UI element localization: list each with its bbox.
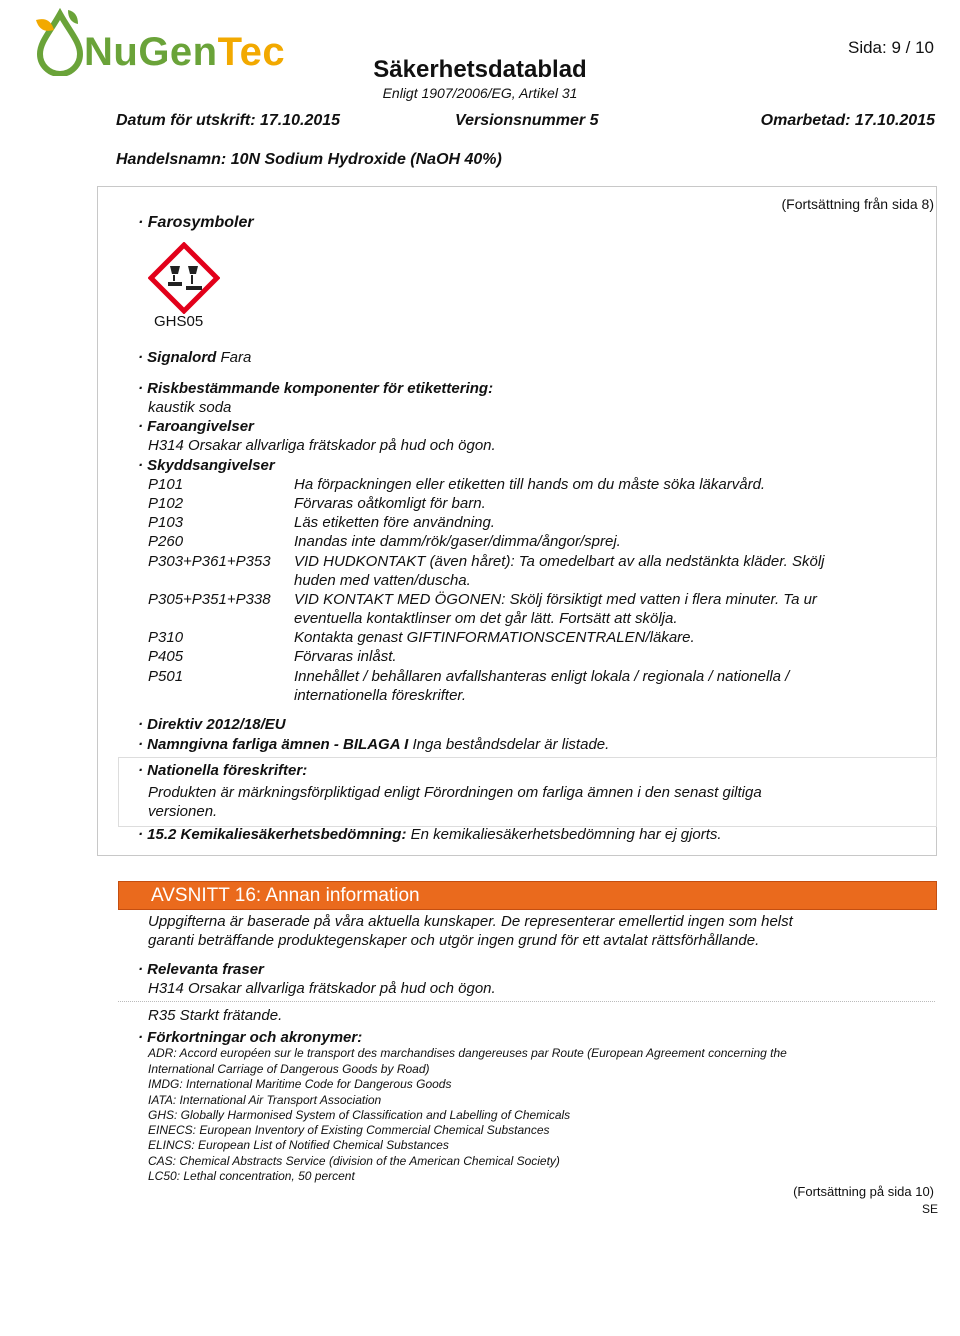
abbreviations-label: · Förkortningar och akronymer: [138, 1029, 363, 1046]
hazard-statement-h314: H314 Orsakar allvarliga frätskador på hud och ögon. [148, 437, 496, 454]
ghs05-pictogram [148, 242, 220, 319]
signal-word [138, 349, 251, 366]
r35-phrase: R35 Starkt frätande. [148, 1007, 283, 1024]
abbreviation-line: ELINCS: European List of Notified Chemical Substances [148, 1138, 449, 1152]
precaution-text: Inandas inte damm/rök/gaser/dimma/ångor/sprej. [294, 533, 621, 550]
directive: · Direktiv 2012/18/EU [138, 716, 286, 733]
precaution-label: · Skyddsangivelser [138, 457, 275, 474]
precaution-text: Innehållet / behållaren avfallshanteras enligt lokala / regionala / nationella / [294, 668, 790, 685]
section-16-heading [118, 881, 937, 910]
precaution-code: P305+P351+P338 [148, 591, 271, 608]
trade-name: Handelsnamn: 10N Sodium Hydroxide (NaOH 40%) [116, 151, 502, 168]
abbreviation-line: IMDG: International Maritime Code for Dangerous Goods [148, 1077, 452, 1091]
abbreviation-line: CAS: Chemical Abstracts Service (division of the American Chemical Society) [148, 1154, 560, 1168]
precaution-code: P310 [148, 629, 184, 646]
abbreviation-line: ADR: Accord européen sur le transport des marchandises dangereuses par Route (European Agreement concerning the [148, 1046, 787, 1060]
relevant-h314: H314 Orsakar allvarliga frätskador på hud och ögon. [148, 980, 496, 997]
document-title: Säkerhetsdatablad [373, 56, 587, 83]
precaution-text: Förvaras inlåst. [294, 648, 397, 665]
signal-value: Fara [220, 349, 252, 366]
named-substances [138, 736, 609, 753]
hazard-symbols-label: · Farosymboler [138, 214, 254, 231]
version-number: Versionsnummer 5 [455, 112, 599, 129]
abbreviation-line: LC50: Lethal concentration, 50 percent [148, 1169, 355, 1183]
national-label: · Nationella föreskrifter: [138, 762, 308, 779]
document-subtitle: Enligt 1907/2006/EG, Artikel 31 [382, 85, 578, 101]
signal-label: · Signalord [138, 349, 217, 366]
precaution-code: P103 [148, 514, 184, 531]
precaution-text: VID KONTAKT MED ÖGONEN: Skölj försiktigt med vatten i flera minuter. Ta ur [294, 591, 817, 608]
precaution-code: P303+P361+P353 [148, 553, 271, 570]
precaution-text: Ha förpackningen eller etiketten till hands om du måste söka läkarvård. [294, 476, 766, 493]
intro-text-cont: garanti beträffande produktegenskaper och utgör ingen grund för ett avtalat rättsförhållande. [148, 932, 760, 949]
logo-text-nugen: NuGen [84, 30, 218, 74]
abbreviation-line: EINECS: European Inventory of Existing Commercial Chemical Substances [148, 1123, 550, 1137]
precaution-text: VID HUDKONTAKT (även håret): Ta omedelbart av alla nedstänkta kläder. Skölj [294, 553, 825, 570]
precaution-text: Förvaras oåtkomligt för barn. [294, 495, 486, 512]
relevant-phrases-label: · Relevanta fraser [138, 961, 264, 978]
page-number: Sida: 9 / 10 [847, 38, 934, 57]
precaution-code: P405 [148, 648, 184, 665]
section-15-box [97, 186, 937, 856]
precaution-code: P260 [148, 533, 184, 550]
chem-value: En kemikaliesäkerhetsbedömning har ej gjorts. [410, 826, 722, 843]
precaution-text: Kontakta genast GIFTINFORMATIONSCENTRALEN/läkare. [294, 629, 695, 646]
abbreviation-line: GHS: Globally Harmonised System of Classification and Labelling of Chemicals [148, 1108, 571, 1122]
divider [118, 1001, 935, 1002]
risk-components-label: · Riskbestämmande komponenter för etikettering: [138, 380, 494, 397]
continued-on: (Fortsättning på sida 10) [793, 1184, 934, 1199]
chemical-assessment [138, 826, 722, 843]
print-date: Datum för utskrift: 17.10.2015 [116, 112, 341, 129]
country-code: SE [921, 1202, 938, 1216]
corrosion-icon [148, 242, 220, 314]
precaution-code: P101 [148, 476, 184, 493]
national-text-cont: versionen. [148, 803, 218, 820]
national-text: Produkten är märkningsförpliktigad enligt Förordningen om farliga ämnen i den senast giltiga [148, 784, 762, 801]
logo-text-tec: Tec [217, 30, 286, 74]
named-value: Inga beståndsdelar är listade. [412, 736, 610, 753]
risk-component: kaustik soda [148, 399, 232, 416]
abbreviation-line: International Carriage of Dangerous Goods by Road) [148, 1062, 430, 1076]
pictogram-code: GHS05 [154, 313, 204, 330]
hazard-statements-label: · Faroangivelser [138, 418, 254, 435]
intro-text: Uppgifterna är baserade på våra aktuella kunskaper. De representerar emellertid ingen som helst [148, 913, 793, 930]
named-label: · Namngivna farliga ämnen - BILAGA I [138, 736, 409, 753]
precaution-text-cont: huden med vatten/duscha. [294, 572, 471, 589]
abbreviation-line: IATA: International Air Transport Association [148, 1093, 382, 1107]
chem-label: · 15.2 Kemikaliesäkerhetsbedömning: [138, 826, 407, 843]
revision-date: Omarbetad: 17.10.2015 [760, 112, 935, 129]
precaution-code: P102 [148, 495, 184, 512]
precaution-text-cont: internationella föreskrifter. [294, 687, 467, 704]
precaution-text-cont: eventuella kontaktlinser om det går lätt. Fortsätt att skölja. [294, 610, 678, 627]
precaution-text: Läs etiketten före användning. [294, 514, 495, 531]
section-16-title: AVSNITT 16: Annan information [151, 885, 420, 906]
precaution-code: P501 [148, 668, 184, 685]
continued-from: (Fortsättning från sida 8) [781, 196, 934, 212]
